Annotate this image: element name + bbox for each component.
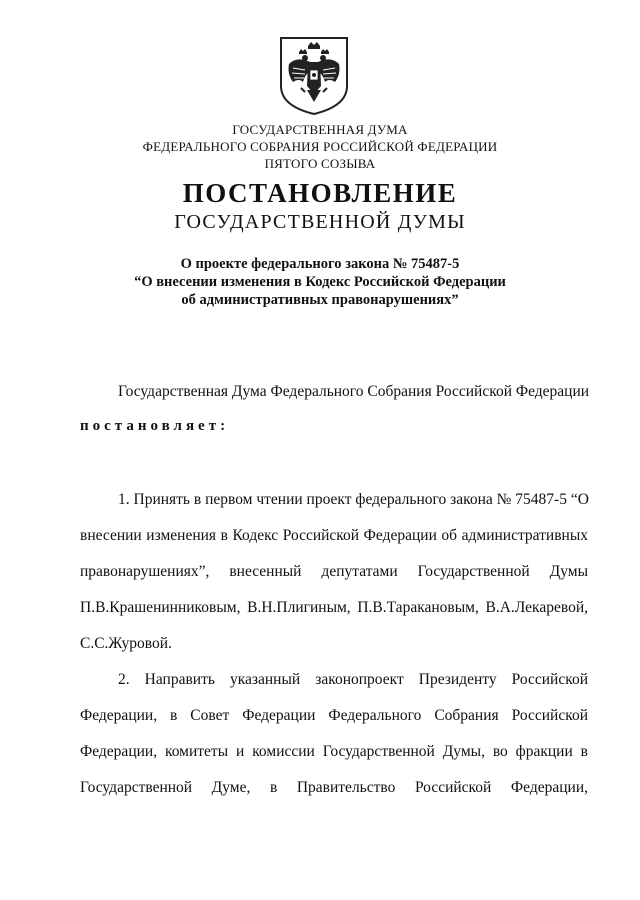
item-2-line: Федерации, в Совет Федерации Федерального Собрания Российской	[80, 707, 588, 724]
item-1-line: С.С.Журовой.	[80, 635, 172, 652]
subject-line-2: “О внесении изменения в Кодекс Российской Федерации	[134, 274, 506, 290]
item-1-line: П.В.Крашенинниковым, В.Н.Плигиным, П.В.Таракановым, В.А.Лекаревой,	[80, 599, 588, 616]
item-1-line: правонарушениях”, внесенный депутатами Государственной Думы	[80, 563, 588, 580]
subject-line-1: О проекте федерального закона № 75487-5	[180, 256, 460, 272]
org-line-1: ГОСУДАРСТВЕННАЯ ДУМА	[232, 122, 408, 137]
item-1-line: внесении изменения в Кодекс Российской Федерации об административных	[80, 527, 588, 544]
item-2-line: 2. Направить указанный законопроект Президенту Российской	[118, 671, 588, 688]
document-title: ПОСТАНОВЛЕНИЕ	[182, 178, 458, 208]
coat-of-arms-emblem	[277, 34, 351, 116]
document-subtitle: ГОСУДАРСТВЕННОЙ ДУМЫ	[174, 211, 466, 233]
org-line-3: ПЯТОГО СОЗЫВА	[264, 156, 376, 171]
org-line-2: ФЕДЕРАЛЬНОГО СОБРАНИЯ РОССИЙСКОЙ ФЕДЕРАЦИИ	[142, 139, 498, 154]
item-2-paragraph	[80, 662, 588, 806]
item-2-line: Федерации, комитеты и комиссии Государственной Думы, во фракции в	[80, 743, 588, 760]
intro-text: Государственная Дума Федерального Собрания Российской Федерации	[118, 383, 590, 400]
decree-word: постановляет:	[80, 418, 230, 434]
item-1-line: 1. Принять в первом чтении проект федерального закона № 75487-5 “О	[118, 491, 589, 508]
subject-line-3: об административных правонарушениях”	[181, 292, 459, 308]
intro-paragraph	[80, 374, 588, 410]
item-1-paragraph	[80, 482, 588, 662]
item-2-line: Государственной Думе, в Правительство Российской Федерации,	[80, 779, 588, 796]
